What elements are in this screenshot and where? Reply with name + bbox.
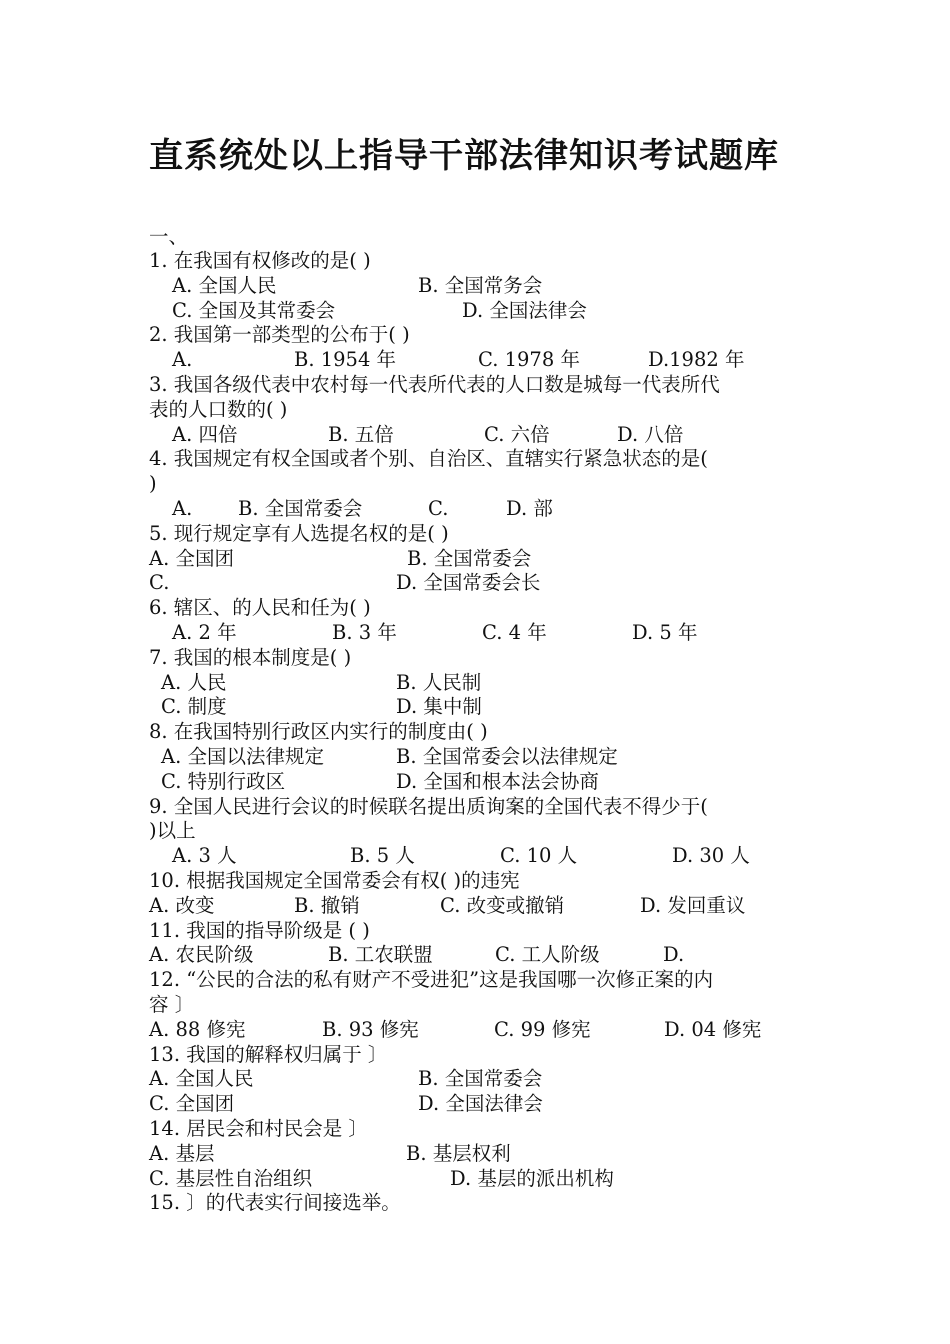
option-text: D.	[663, 943, 685, 967]
option-text: D. 全国法律会	[418, 1092, 543, 1116]
option-text: B. 全国常委会以法律规定	[396, 745, 618, 768]
question-line: 4. 我国规定有权全国或者个别、自治区、直辖实行紧急状态的是(	[149, 447, 708, 471]
option-text: D. 30 人	[672, 844, 750, 868]
option-text: C. 99 修宪	[494, 1017, 591, 1041]
section-heading: 一、	[149, 225, 189, 248]
option-text: D. 全国法律会	[462, 298, 587, 322]
option-text: C. 4 年	[482, 621, 547, 644]
option-text: B. 5 人	[350, 844, 415, 868]
question-line: A.	[172, 497, 193, 520]
question-line: A.	[172, 348, 193, 372]
question-line: 6. 辖区、的人民和任为( )	[149, 596, 371, 620]
question-line: 3. 我国各级代表中农村每一代表所代表的人口数是城每一代表所代	[149, 373, 720, 396]
option-text: D.1982 年	[648, 348, 745, 372]
option-text: B. 1954 年	[294, 348, 397, 372]
question-line: A. 2 年	[172, 621, 237, 644]
option-text: B. 工农联盟	[328, 943, 433, 967]
option-text: C. 工人阶级	[495, 943, 600, 967]
option-text: B. 全国常务会	[418, 273, 543, 297]
option-text: B. 全国常委会	[407, 546, 532, 570]
question-line: 12. “公民的合法的私有财产不受进犯”这是我国哪一次修正案的内	[149, 968, 714, 992]
question-line: A. 农民阶级	[149, 943, 254, 967]
option-text: D. 全国和根本法会协商	[396, 769, 599, 793]
question-line: 13. 我国的解释权归属于 〕	[149, 1042, 388, 1066]
question-line: 表的人口数的( )	[149, 397, 288, 421]
question-line: A. 全国团	[149, 546, 234, 570]
question-line: A. 全国人民	[149, 1067, 254, 1091]
option-text: D. 发回重议	[640, 893, 746, 917]
question-line: A. 改变	[149, 893, 215, 917]
option-text: C.	[428, 497, 449, 520]
option-text: D. 基层的派出机构	[450, 1166, 614, 1190]
option-text: C. 1978 年	[478, 348, 580, 372]
question-line: C. 制度	[161, 695, 227, 719]
question-line: C. 特别行政区	[161, 769, 286, 793]
question-line: 10. 根据我国规定全国常委会有权( )的违宪	[149, 869, 520, 892]
question-line: 2. 我国第一部类型的公布于( )	[149, 323, 410, 347]
question-line: A. 基层	[149, 1141, 215, 1165]
question-line: 14. 居民会和村民会是 〕	[149, 1117, 368, 1140]
page-title: 直系统处以上指导干部法律知识考试题库	[149, 136, 779, 176]
question-line: 1. 在我国有权修改的是( )	[149, 249, 371, 272]
question-line: A. 人民	[161, 670, 227, 694]
question-line: A. 全国以法律规定	[161, 745, 324, 768]
option-text: D. 5 年	[632, 621, 698, 644]
option-text: B. 3 年	[332, 621, 397, 644]
question-line: C. 全国及其常委会	[172, 298, 336, 322]
question-line: A. 3 人	[172, 844, 237, 868]
question-line: 9. 全国人民进行会议的时候联名提出质询案的全国代表不得少于(	[149, 794, 708, 818]
option-text: D. 集中制	[396, 695, 482, 719]
question-line: 5. 现行规定享有人选提名权的是( )	[149, 521, 449, 545]
option-text: C. 改变或撤销	[440, 893, 565, 917]
option-text: B. 人民制	[396, 670, 482, 694]
option-text: B. 全国常委会	[238, 497, 363, 520]
question-line: 15. 〕的代表实行间接选举。	[149, 1191, 401, 1215]
option-text: D. 八倍	[617, 422, 684, 446]
option-text: B. 全国常委会	[418, 1067, 543, 1091]
question-line: 8. 在我国特别行政区内实行的制度由( )	[149, 720, 488, 744]
question-line: 容 〕	[149, 993, 195, 1016]
question-line: A. 四倍	[172, 422, 238, 446]
question-line: C.	[149, 571, 170, 595]
option-text: D. 全国常委会长	[396, 571, 541, 595]
option-text: B. 93 修宪	[322, 1017, 419, 1041]
question-line: C. 基层性自治组织	[149, 1166, 313, 1190]
question-line: C. 全国团	[149, 1092, 235, 1116]
question-line: A. 全国人民	[172, 273, 277, 297]
option-text: C. 10 人	[500, 844, 578, 868]
question-line: 7. 我国的根本制度是( )	[149, 645, 352, 669]
question-line: A. 88 修宪	[149, 1017, 246, 1041]
option-text: D. 04 修宪	[664, 1017, 762, 1041]
option-text: C. 六倍	[484, 422, 550, 446]
question-line: 11. 我国的指导阶级是 ( )	[149, 918, 370, 942]
question-line: )	[149, 472, 157, 496]
option-text: B. 基层权利	[406, 1141, 511, 1165]
option-text: B. 五倍	[328, 422, 394, 446]
option-text: D. 部	[506, 497, 553, 520]
question-line: )以上	[149, 819, 196, 843]
option-text: B. 撤销	[294, 893, 360, 917]
